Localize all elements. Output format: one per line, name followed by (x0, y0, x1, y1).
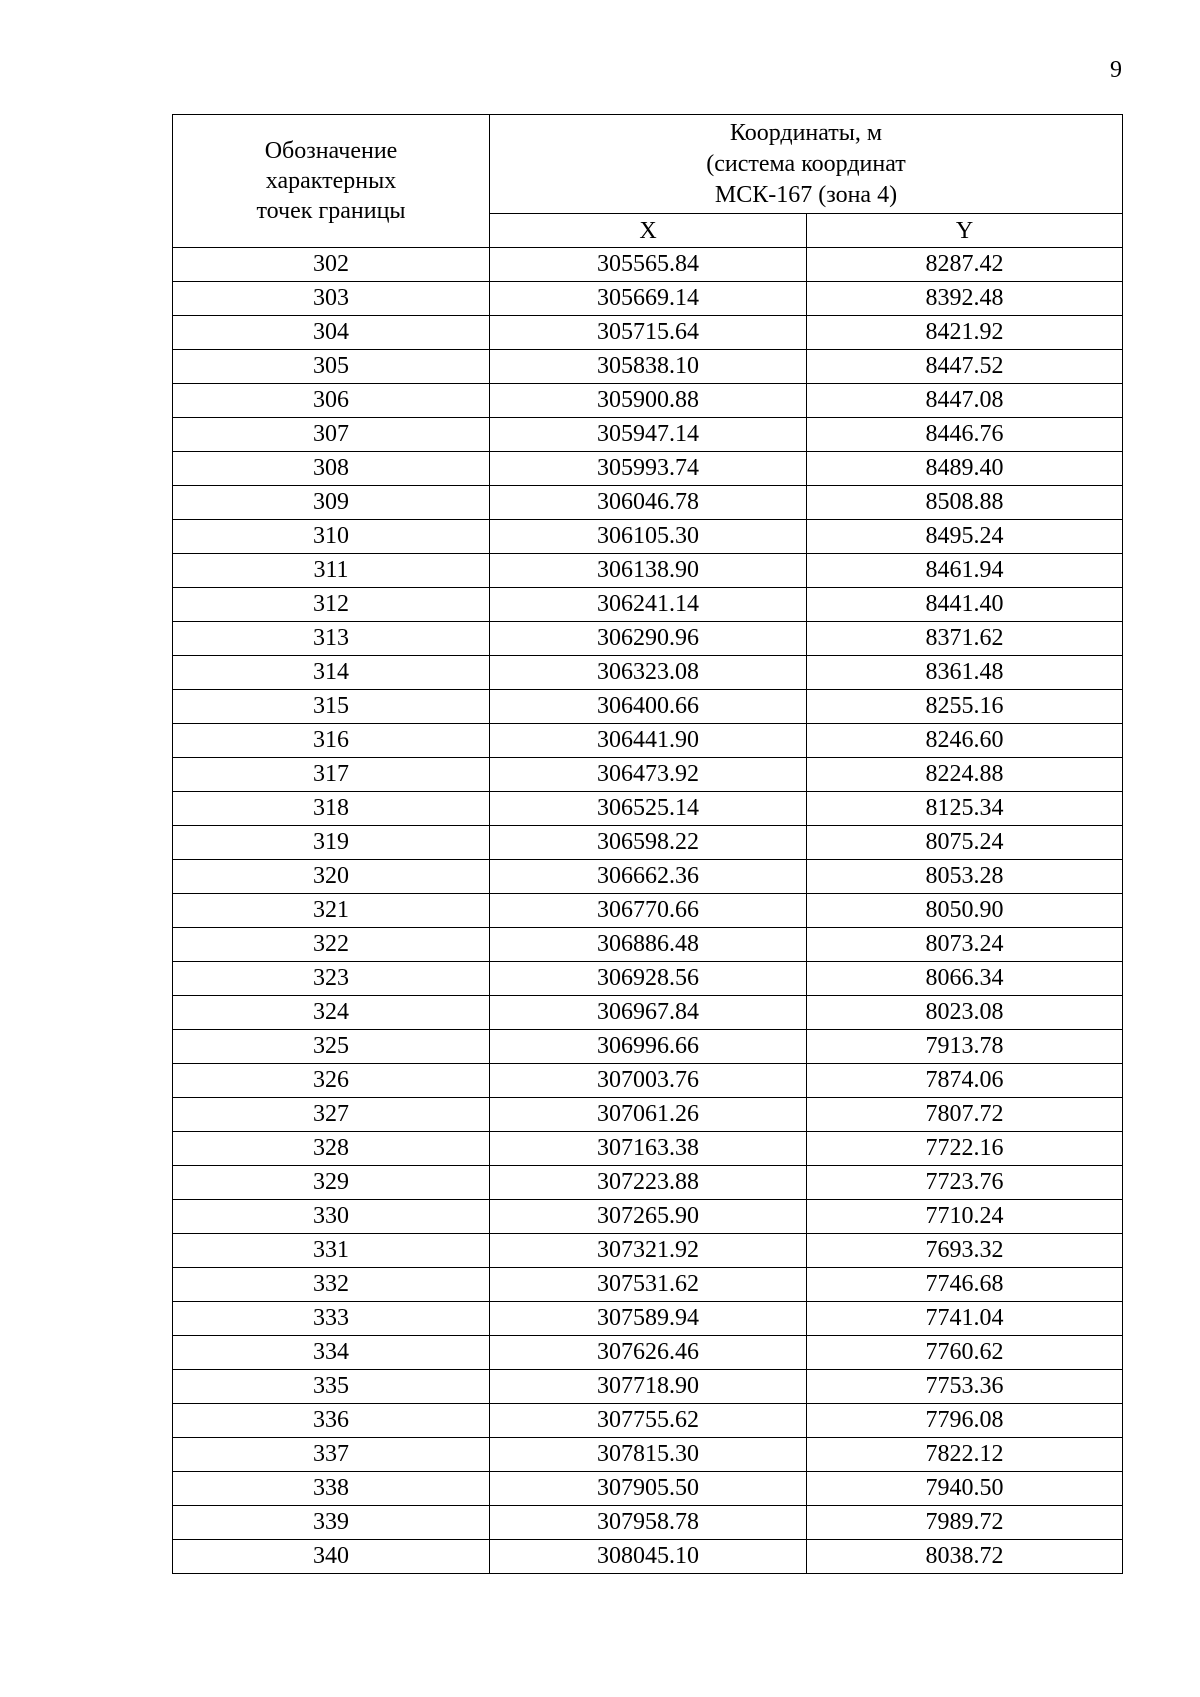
x-cell: 305669.14 (490, 282, 807, 316)
x-cell: 308045.10 (490, 1540, 807, 1574)
x-cell: 306996.66 (490, 1030, 807, 1064)
table-row (173, 1472, 1123, 1506)
x-cell: 306441.90 (490, 724, 807, 758)
point-cell: 302 (173, 248, 490, 282)
y-cell: 8066.34 (807, 962, 1123, 996)
x-cell: 306046.78 (490, 486, 807, 520)
y-cell: 8446.76 (807, 418, 1123, 452)
table-row (173, 384, 1123, 418)
y-cell: 7796.08 (807, 1404, 1123, 1438)
point-cell: 315 (173, 690, 490, 724)
table-row (173, 1234, 1123, 1268)
x-cell: 306886.48 (490, 928, 807, 962)
table-row (173, 1336, 1123, 1370)
x-cell: 307223.88 (490, 1166, 807, 1200)
point-cell: 331 (173, 1234, 490, 1268)
y-cell: 7874.06 (807, 1064, 1123, 1098)
table-row (173, 418, 1123, 452)
y-cell: 7753.36 (807, 1370, 1123, 1404)
table-row (173, 1030, 1123, 1064)
x-cell: 306105.30 (490, 520, 807, 554)
x-cell: 307755.62 (490, 1404, 807, 1438)
x-cell: 307905.50 (490, 1472, 807, 1506)
y-cell: 8246.60 (807, 724, 1123, 758)
point-cell: 336 (173, 1404, 490, 1438)
table-row (173, 350, 1123, 384)
point-cell: 332 (173, 1268, 490, 1302)
point-cell: 322 (173, 928, 490, 962)
table-row (173, 282, 1123, 316)
table-row (173, 1098, 1123, 1132)
y-cell: 8361.48 (807, 656, 1123, 690)
table-row (173, 1370, 1123, 1404)
table-row (173, 1268, 1123, 1302)
y-cell: 7722.16 (807, 1132, 1123, 1166)
y-cell: 7741.04 (807, 1302, 1123, 1336)
point-cell: 327 (173, 1098, 490, 1132)
page-number: 9 (1110, 57, 1122, 83)
header-x: X (490, 214, 807, 248)
table-row (173, 826, 1123, 860)
table-row (173, 1132, 1123, 1166)
table-body (173, 248, 1123, 1574)
x-cell: 305900.88 (490, 384, 807, 418)
table-row (173, 928, 1123, 962)
point-cell: 307 (173, 418, 490, 452)
table-row (173, 452, 1123, 486)
table-row (173, 1540, 1123, 1574)
y-cell: 8038.72 (807, 1540, 1123, 1574)
table-row (173, 1506, 1123, 1540)
point-cell: 308 (173, 452, 490, 486)
x-cell: 306323.08 (490, 656, 807, 690)
header-coordinates: Координаты, м (система координат МСК-167 (зона 4) (490, 115, 1123, 214)
table-row (173, 486, 1123, 520)
point-cell: 313 (173, 622, 490, 656)
coordinates-table (172, 114, 1123, 1574)
table-row (173, 1404, 1123, 1438)
point-cell: 309 (173, 486, 490, 520)
table-row (173, 588, 1123, 622)
x-cell: 306770.66 (490, 894, 807, 928)
point-cell: 337 (173, 1438, 490, 1472)
table-row (173, 1302, 1123, 1336)
y-cell: 7760.62 (807, 1336, 1123, 1370)
y-cell: 8447.52 (807, 350, 1123, 384)
x-cell: 305838.10 (490, 350, 807, 384)
y-cell: 8508.88 (807, 486, 1123, 520)
x-cell: 307163.38 (490, 1132, 807, 1166)
x-cell: 307958.78 (490, 1506, 807, 1540)
point-cell: 305 (173, 350, 490, 384)
x-cell: 306967.84 (490, 996, 807, 1030)
x-cell: 307003.76 (490, 1064, 807, 1098)
x-cell: 305565.84 (490, 248, 807, 282)
y-cell: 8392.48 (807, 282, 1123, 316)
y-cell: 8053.28 (807, 860, 1123, 894)
point-cell: 318 (173, 792, 490, 826)
point-cell: 316 (173, 724, 490, 758)
point-cell: 306 (173, 384, 490, 418)
table-row (173, 962, 1123, 996)
point-cell: 339 (173, 1506, 490, 1540)
point-cell: 324 (173, 996, 490, 1030)
x-cell: 306662.36 (490, 860, 807, 894)
point-cell: 304 (173, 316, 490, 350)
y-cell: 8125.34 (807, 792, 1123, 826)
y-cell: 8255.16 (807, 690, 1123, 724)
y-cell: 7807.72 (807, 1098, 1123, 1132)
point-cell: 323 (173, 962, 490, 996)
y-cell: 8421.92 (807, 316, 1123, 350)
point-cell: 303 (173, 282, 490, 316)
y-cell: 7693.32 (807, 1234, 1123, 1268)
point-cell: 325 (173, 1030, 490, 1064)
y-cell: 7822.12 (807, 1438, 1123, 1472)
x-cell: 306138.90 (490, 554, 807, 588)
y-cell: 8495.24 (807, 520, 1123, 554)
y-cell: 7913.78 (807, 1030, 1123, 1064)
y-cell: 7746.68 (807, 1268, 1123, 1302)
point-cell: 335 (173, 1370, 490, 1404)
x-cell: 307265.90 (490, 1200, 807, 1234)
x-cell: 307626.46 (490, 1336, 807, 1370)
y-cell: 8489.40 (807, 452, 1123, 486)
point-cell: 333 (173, 1302, 490, 1336)
table-row (173, 1064, 1123, 1098)
y-cell: 8050.90 (807, 894, 1123, 928)
point-cell: 340 (173, 1540, 490, 1574)
header-y: Y (807, 214, 1123, 248)
y-cell: 7989.72 (807, 1506, 1123, 1540)
x-cell: 306525.14 (490, 792, 807, 826)
point-cell: 338 (173, 1472, 490, 1506)
table-row (173, 894, 1123, 928)
table-row (173, 860, 1123, 894)
table-row (173, 1166, 1123, 1200)
x-cell: 305993.74 (490, 452, 807, 486)
table-row (173, 690, 1123, 724)
x-cell: 307061.26 (490, 1098, 807, 1132)
header-designation: Обозначение характерных точек границы (173, 115, 490, 248)
point-cell: 310 (173, 520, 490, 554)
y-cell: 7940.50 (807, 1472, 1123, 1506)
x-cell: 306598.22 (490, 826, 807, 860)
point-cell: 334 (173, 1336, 490, 1370)
point-cell: 328 (173, 1132, 490, 1166)
x-cell: 307321.92 (490, 1234, 807, 1268)
y-cell: 8224.88 (807, 758, 1123, 792)
x-cell: 305715.64 (490, 316, 807, 350)
y-cell: 8073.24 (807, 928, 1123, 962)
y-cell: 8371.62 (807, 622, 1123, 656)
point-cell: 311 (173, 554, 490, 588)
x-cell: 306400.66 (490, 690, 807, 724)
y-cell: 8023.08 (807, 996, 1123, 1030)
x-cell: 307815.30 (490, 1438, 807, 1472)
y-cell: 8075.24 (807, 826, 1123, 860)
point-cell: 329 (173, 1166, 490, 1200)
table-row (173, 248, 1123, 282)
y-cell: 8461.94 (807, 554, 1123, 588)
x-cell: 306928.56 (490, 962, 807, 996)
table-row (173, 792, 1123, 826)
table-row (173, 554, 1123, 588)
table-row (173, 724, 1123, 758)
y-cell: 7723.76 (807, 1166, 1123, 1200)
y-cell: 7710.24 (807, 1200, 1123, 1234)
table-row (173, 996, 1123, 1030)
table-row (173, 1200, 1123, 1234)
point-cell: 326 (173, 1064, 490, 1098)
table-row (173, 1438, 1123, 1472)
table-row (173, 316, 1123, 350)
y-cell: 8441.40 (807, 588, 1123, 622)
point-cell: 320 (173, 860, 490, 894)
point-cell: 321 (173, 894, 490, 928)
point-cell: 330 (173, 1200, 490, 1234)
point-cell: 319 (173, 826, 490, 860)
table-row (173, 758, 1123, 792)
x-cell: 306241.14 (490, 588, 807, 622)
x-cell: 306290.96 (490, 622, 807, 656)
y-cell: 8287.42 (807, 248, 1123, 282)
point-cell: 317 (173, 758, 490, 792)
table-row (173, 622, 1123, 656)
x-cell: 307718.90 (490, 1370, 807, 1404)
table-row (173, 520, 1123, 554)
y-cell: 8447.08 (807, 384, 1123, 418)
x-cell: 306473.92 (490, 758, 807, 792)
point-cell: 312 (173, 588, 490, 622)
point-cell: 314 (173, 656, 490, 690)
x-cell: 307589.94 (490, 1302, 807, 1336)
table-row (173, 656, 1123, 690)
x-cell: 305947.14 (490, 418, 807, 452)
x-cell: 307531.62 (490, 1268, 807, 1302)
table-header (173, 115, 1123, 248)
